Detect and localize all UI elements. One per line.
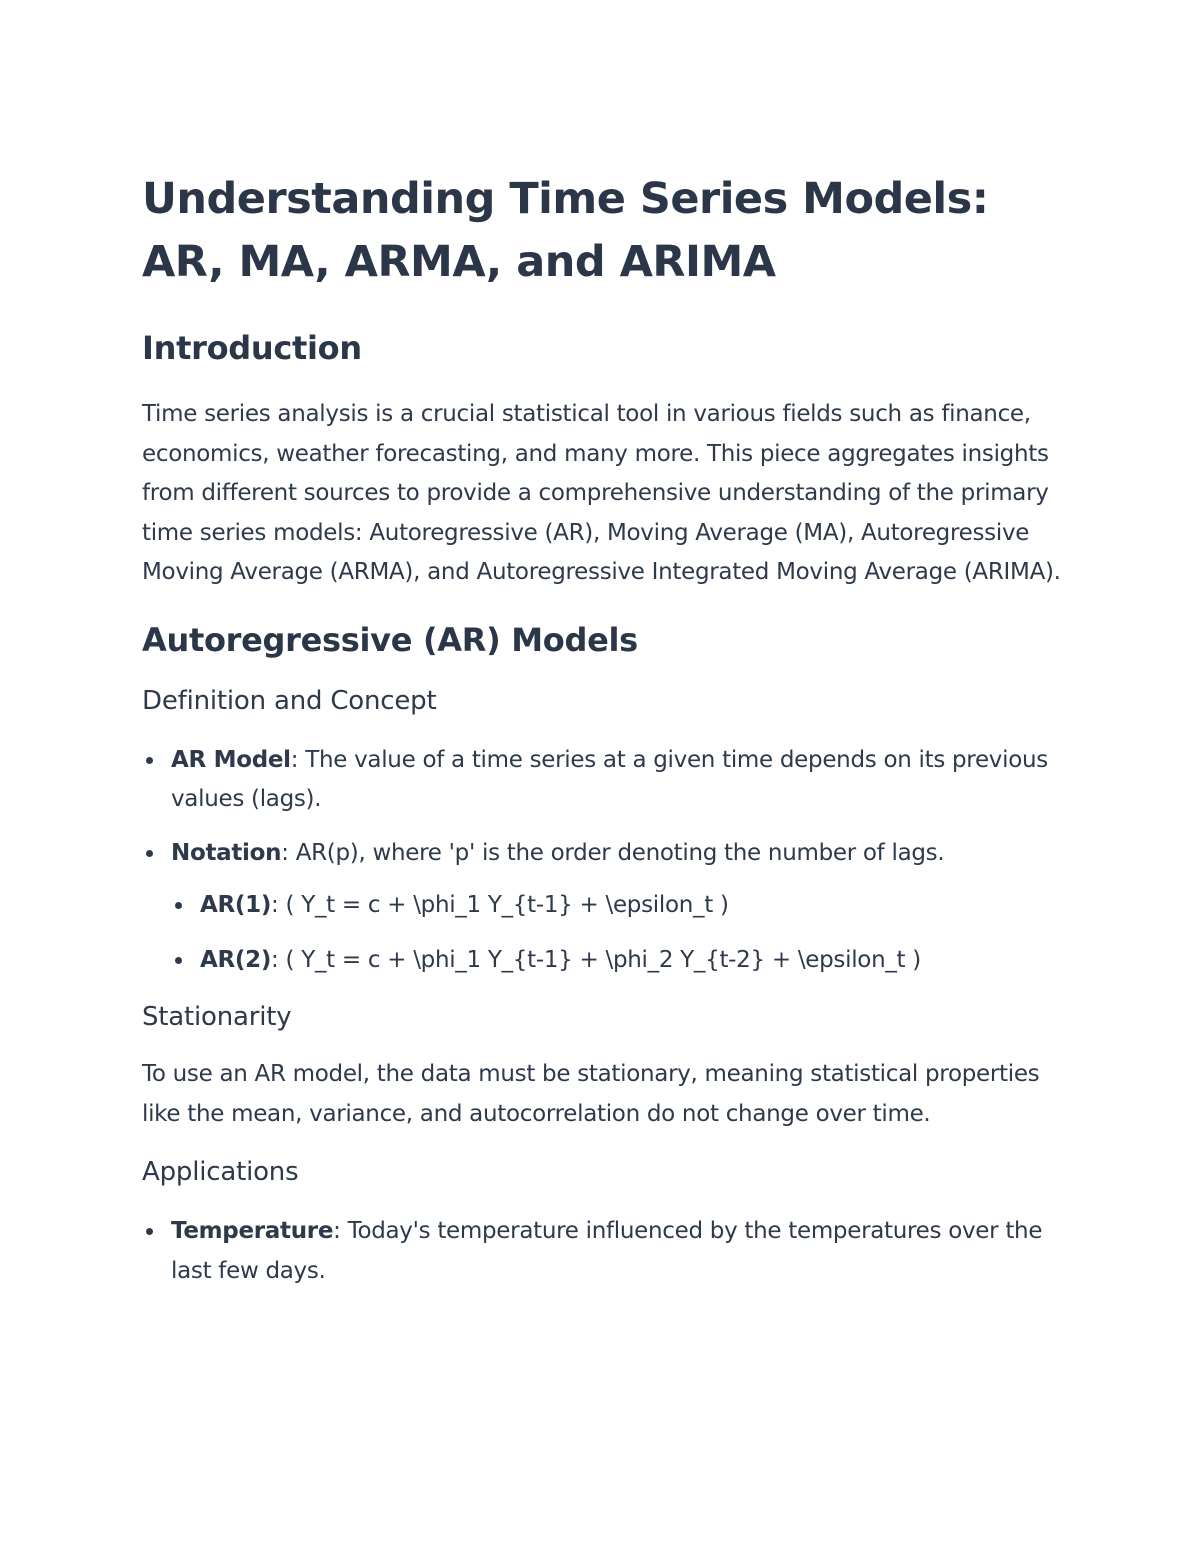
list-item-text: : The value of a time series at a given time depends on its previous values (lags). xyxy=(171,746,1048,812)
list-item-term: AR(2) xyxy=(200,946,272,973)
list-item-temperature xyxy=(171,1212,1072,1291)
introduction-paragraph: Time series analysis is a crucial statistical tool in various fields such as finance, economics, weather forecasting, and many more. This piece aggregates insights from different sources to provide a comprehensive understanding of the primary time series models: Autoregressive (AR), Moving Average (MA), Autoregressive Moving Average (ARMA), and Autoregressive Integrated Moving Average (ARIMA). xyxy=(142,401,1061,585)
applications-list xyxy=(142,1212,1072,1291)
notation-sublist xyxy=(142,886,1072,980)
document-page xyxy=(142,160,1072,1291)
list-item-ar1 xyxy=(200,886,1072,926)
stationarity-paragraph: To use an AR model, the data must be stationary, meaning statistical properties like the mean, variance, and autocorrelation do not change over time. xyxy=(142,1061,1040,1127)
list-item-ar-model xyxy=(171,741,1072,820)
definition-list xyxy=(142,741,1072,874)
ar-models-heading: Autoregressive (AR) Models xyxy=(142,620,638,659)
page-title: Understanding Time Series Models: AR, MA, ARMA, and ARIMA xyxy=(142,174,989,287)
list-item-text: : AR(p), where 'p' is the order denoting the number of lags. xyxy=(281,839,945,866)
introduction-heading: Introduction xyxy=(142,329,362,367)
list-item-term: Notation xyxy=(171,839,282,866)
list-item-notation xyxy=(171,834,1072,874)
list-item-term: Temperature xyxy=(171,1218,334,1244)
list-item-formula: : ( Y_t = c + \phi_1 Y_{t-1} + \epsilon_t ) xyxy=(271,892,729,918)
list-item-formula: : ( Y_t = c + \phi_1 Y_{t-1} + \phi_2 Y_{t-2} + \epsilon_t ) xyxy=(271,946,921,973)
list-item-term: AR Model xyxy=(171,746,291,773)
definition-heading: Definition and Concept xyxy=(142,685,437,716)
list-item-ar2 xyxy=(200,941,1072,981)
list-item-text: : Today's temperature influenced by the temperatures over the last few days. xyxy=(171,1218,1043,1284)
list-item-term: AR(1) xyxy=(200,892,272,918)
applications-heading: Applications xyxy=(142,1157,299,1187)
stationarity-heading: Stationarity xyxy=(142,1002,292,1032)
